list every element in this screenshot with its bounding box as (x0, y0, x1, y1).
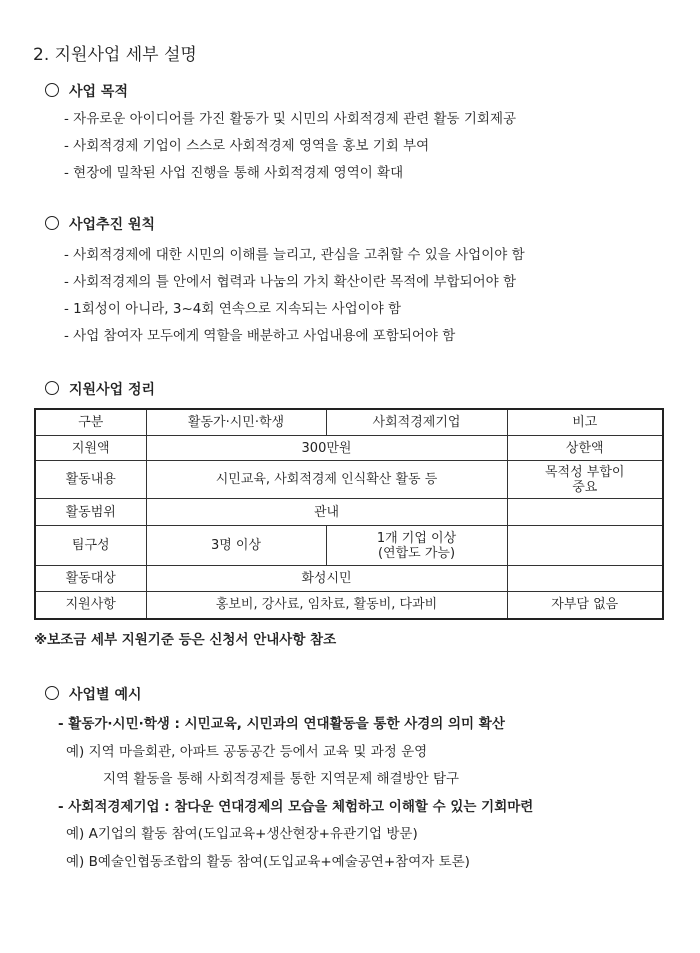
table-row (35, 566, 663, 592)
team-citizens: 3명 이상 (146, 526, 326, 566)
example-line: 예) A기업의 활동 참여(도입교육+생산현장+유관기업 방문) (66, 826, 418, 842)
principles-heading-text: 사업추진 원칙 (69, 217, 156, 233)
header-cell-enterprise: 사회적경제기업 (326, 409, 507, 436)
purpose-heading-text: 사업 목적 (69, 84, 128, 100)
principles-heading (45, 214, 155, 234)
scope-note (507, 499, 663, 526)
table-header-row (35, 409, 663, 436)
row-label: 팀구성 (35, 526, 146, 566)
team-enterprise-line: 1개 기업 이상 (376, 530, 457, 546)
circle-bullet-icon (45, 216, 59, 230)
header-cell-citizens: 활동가·시민·학생 (146, 409, 326, 436)
scope-value: 관내 (146, 499, 507, 526)
content-note (507, 461, 663, 499)
table-row (35, 436, 663, 461)
table-row (35, 461, 663, 499)
examples-heading (45, 684, 142, 704)
purpose-item: - 현장에 밀착된 사업 진행을 통해 사회적경제 영역이 확대 (64, 165, 404, 181)
row-label: 지원사항 (35, 592, 146, 619)
content-value: 시민교육, 사회적경제 인식확산 활동 등 (146, 461, 507, 499)
example-group-label: - 활동가·시민·학생 : 시민교육, 시민과의 연대활동을 통한 사경의 의미 확산 (58, 716, 505, 732)
team-note (507, 526, 663, 566)
table-row (35, 499, 663, 526)
principle-item: - 사회적경제에 대한 시민의 이해를 늘리고, 관심을 고취할 수 있을 사업이야 함 (64, 247, 525, 263)
table-row (35, 526, 663, 566)
summary-heading (45, 379, 155, 399)
section-title: 2. 지원사업 세부 설명 (33, 45, 197, 65)
principle-item: - 1회성이 아니라, 3~4회 연속으로 지속되는 사업이야 함 (64, 301, 402, 317)
row-label: 활동내용 (35, 461, 146, 499)
examples-heading-text: 사업별 예시 (69, 687, 142, 703)
example-group-label: - 사회적경제기업 : 참다운 연대경제의 모습을 체험하고 이해할 수 있는 기회마련 (58, 799, 534, 815)
header-cell-remarks: 비고 (507, 409, 663, 436)
circle-bullet-icon (45, 686, 59, 700)
purpose-item: - 사회적경제 기업이 스스로 사회적경제 영역을 홍보 기회 부여 (64, 138, 430, 154)
amount-value: 300만원 (146, 436, 507, 461)
table-row (35, 592, 663, 619)
amount-note: 상한액 (507, 436, 663, 461)
team-enterprise-line: (연합도 가능) (377, 545, 456, 561)
circle-bullet-icon (45, 381, 59, 395)
content-note-line: 목적성 부합이 (545, 464, 625, 480)
example-line: 예) 지역 마을회관, 아파트 공동공간 등에서 교육 및 과정 운영 (66, 744, 428, 760)
target-value: 화성시민 (146, 566, 507, 592)
target-note (507, 566, 663, 592)
principle-item: - 사업 참여자 모두에게 역할을 배분하고 사업내용에 포함되어야 함 (64, 328, 456, 344)
team-enterprise (326, 526, 507, 566)
circle-bullet-icon (45, 83, 59, 97)
content-note-line: 중요 (572, 479, 598, 495)
row-label: 지원액 (35, 436, 146, 461)
summary-heading-text: 지원사업 정리 (69, 382, 156, 398)
footnote: ※보조금 세부 지원기준 등은 신청서 안내사항 참조 (34, 632, 337, 648)
purpose-item: - 자유로운 아이디어를 가진 활동가 및 시민의 사회적경제 관련 활동 기회제공 (64, 111, 517, 127)
support-value: 홍보비, 강사료, 임차료, 활동비, 다과비 (146, 592, 507, 619)
row-label: 활동대상 (35, 566, 146, 592)
example-line: 예) B예술인협동조합의 활동 참여(도입교육+예술공연+참여자 토론) (66, 854, 470, 870)
purpose-heading (45, 81, 128, 101)
example-line: 지역 활동을 통해 사회적경제를 통한 지역문제 해결방안 탐구 (103, 771, 460, 787)
support-note: 자부담 없음 (507, 592, 663, 619)
header-cell-category: 구분 (35, 409, 146, 436)
row-label: 활동범위 (35, 499, 146, 526)
summary-table (34, 408, 664, 620)
principle-item: - 사회적경제의 틀 안에서 협력과 나눔의 가치 확산이란 목적에 부합되어야 함 (64, 274, 517, 290)
